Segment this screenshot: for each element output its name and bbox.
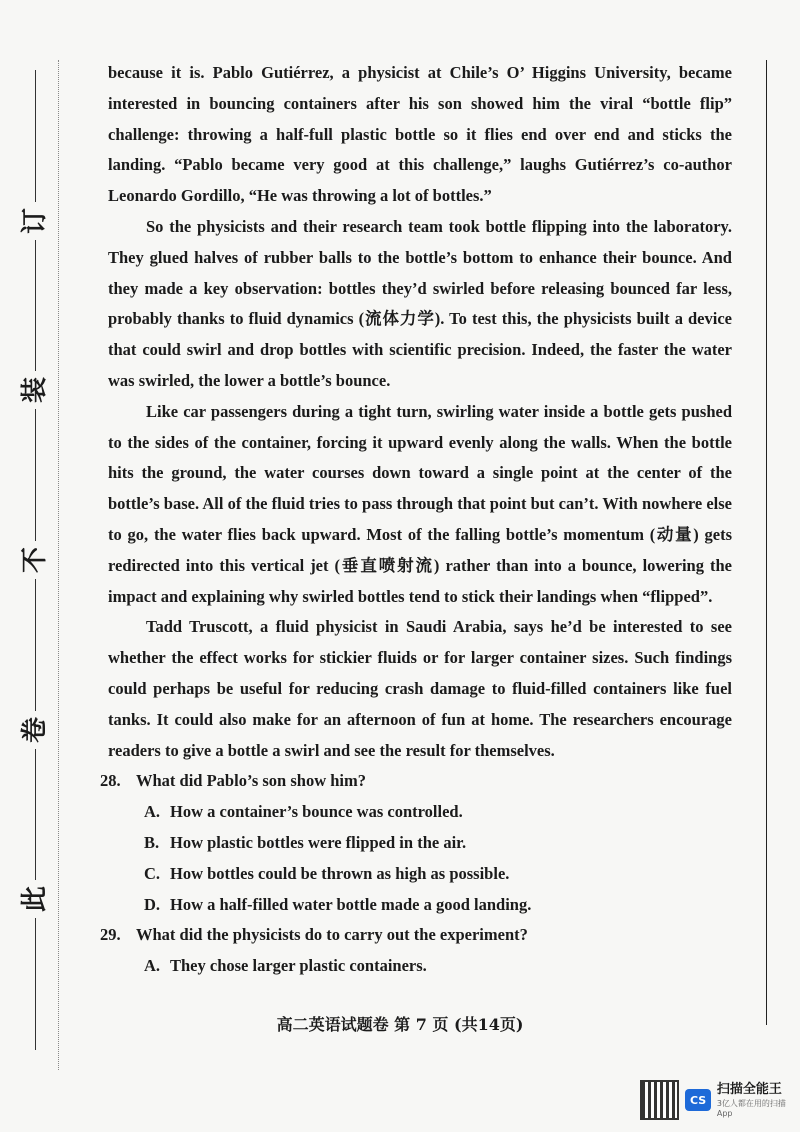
qr-code-icon [640,1080,679,1120]
binding-dotted-line [58,60,59,1070]
question-text: What did Pablo’s son show him? [136,771,366,791]
question-29 [100,920,732,982]
option-letter: D. [144,894,161,914]
page-footer: 高二英语试题卷 第 7 页 (共14页) [276,1015,524,1034]
binding-char-juan: 卷 [19,716,50,743]
binding-char-bu: 不 [19,547,50,574]
option-letter: C. [144,863,161,883]
option-text: How a half-filled water bottle made a good landing. [170,894,532,914]
scanner-app-tagline: 3亿人都在用的扫描App [716,1099,786,1118]
question-number: 28. [100,771,121,791]
option-b [108,828,732,859]
passage-paragraph: Like car passengers during a tight turn, swirling water inside a bottle gets pushed to the sides of the container, forcing it upward evenly along the walls. When the bottle hits the ground, the water courses down toward a single point at the center of the bottle’s base. All of the fluid tries to pass through that point but can’t. With nowhere else to go, the water flies back upward. Most of the falling bottle’s momentum (动量) gets redirected into this vertical jet (垂直喷射流) rather than into a bounce, lowering the impact and explaining why swirled bottles tend to stick their landings when “flipped”. [108,401,732,606]
passage-paragraph: because it is. Pablo Gutiérrez, a physicist at Chile’s O’ Higgins University, became interested in bouncing containers after his son showed him the viral “bottle flip” challenge: throwing a half-full plastic bottle so it flies end over end and sticks the landing. “Pablo became very good at this challenge,” laughs Gutiérrez’s co-author Leonardo Gordillo, “He was throwing a lot of bottles.” [108,63,732,206]
option-a [108,951,732,982]
binding-rule [35,70,36,202]
option-text: They chose larger plastic containers. [170,956,427,976]
question-text: What did the physicists do to carry out the experiment? [136,925,528,945]
option-c [108,859,732,890]
option-letter: B. [144,832,160,852]
scanner-watermark [640,1080,800,1120]
question-28 [100,766,732,920]
binding-rule [35,749,36,881]
option-text: How a container’s bounce was controlled. [170,802,463,822]
option-a [108,797,732,828]
option-text: How bottles could be thrown as high as possible. [170,863,510,883]
passage-paragraph: So the physicists and their research team took bottle flipping into the laboratory. They glued halves of rubber balls to the bottle’s bottom to enhance their bounce. And they made a key observation: bottles they’d swirled before releasing bounced far less, probably thanks to fluid dynamics (流体力学). To test this, the physicists built a device that could swirl and drop bottles with scientific precision. Indeed, the faster the water was swirled, the lower a bottle’s bounce. [108,216,732,390]
binding-rule [35,240,36,372]
binding-char-ding: 订 [19,207,50,234]
binding-rule [35,409,36,541]
option-text: How plastic bottles were flipped in the air. [170,832,467,852]
passage-paragraph: Tadd Truscott, a fluid physicist in Saudi Arabia, says he’d be interested to see whether the effect works for stickier fluids or for larger container sizes. Such findings could perhaps be useful for reducing crash damage to fluid-filled containers like fuel tanks. It could also make for an afternoon of fun at home. The researchers encourage readers to give a bottle a swirl and see the result for themselves. [108,617,732,760]
binding-char-zhuang: 装 [19,377,50,404]
binding-char-ci: 此 [19,886,50,913]
binding-rule [35,579,36,711]
right-margin-rule [766,60,767,1025]
exam-content [100,58,732,982]
binding-margin [20,70,50,1050]
option-letter: A. [144,802,161,822]
option-letter: A. [144,956,161,976]
scanner-app-name: 扫描全能王 [716,1082,782,1097]
question-number: 29. [100,925,121,945]
camscanner-logo-icon: CS [685,1089,711,1111]
option-d [108,890,732,921]
